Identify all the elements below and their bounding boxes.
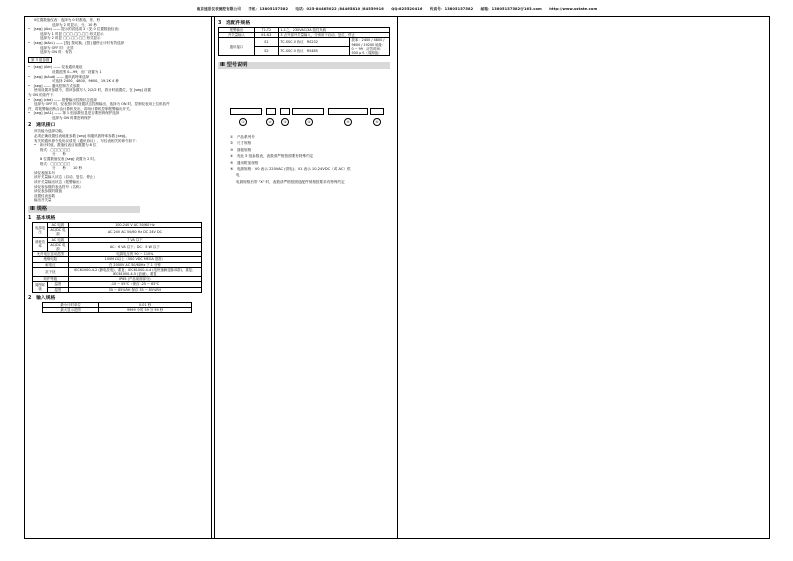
header-email: 邮箱：13805157582@163.com bbox=[480, 7, 542, 11]
bullet-item: 输出开关量 bbox=[34, 198, 52, 203]
bullet-item: 读仪表参数的表达符号（名称） bbox=[34, 184, 83, 189]
model-num-6: ⑥ bbox=[373, 118, 381, 126]
table-cell: IP65 (产品前面部分) bbox=[68, 277, 201, 282]
format-units: 分 秒 bbox=[52, 152, 66, 157]
text-line: 选择为 OFF 时：无效 bbox=[40, 45, 74, 50]
text-line: 选择为 ON 时：有效 bbox=[40, 50, 73, 55]
model-box-1 bbox=[230, 108, 262, 115]
left-column bbox=[28, 18, 208, 313]
model-num-5: ⑤ bbox=[344, 118, 352, 126]
table-cell: 电源电压的 90 ~ 110% bbox=[68, 252, 201, 257]
model-dash: – bbox=[261, 108, 263, 112]
param-addr: • [seg] (Adr) —— 仪表通讯地址 bbox=[28, 65, 83, 70]
table-cell: 7 VA 以下 bbox=[68, 237, 201, 242]
table-cell: 最小计时单位 bbox=[43, 302, 99, 307]
legend-item: 电 bbox=[236, 173, 240, 178]
table-cell: 绝缘电阻 bbox=[33, 257, 69, 262]
table-cell: TC-SSC II 协议 RS485 bbox=[278, 47, 349, 56]
legend-item: ③ 面板规格 bbox=[230, 147, 252, 152]
model-num-3: ③ bbox=[281, 118, 289, 126]
param-baud: • [seg] (bAud) —— 通讯波特率选择 bbox=[28, 74, 90, 79]
model-box-6 bbox=[370, 108, 384, 115]
bullet-item: 读开关量输入状态（启动、复位、停止） bbox=[34, 175, 97, 180]
text-line: 有关的通讯命令及协议请见《通讯协议》，写仪表相关的命令如下： bbox=[34, 138, 139, 143]
comm-params-b: 地址：0 ~ 99 应答时间：500 μ S（周期值） bbox=[351, 42, 386, 56]
table-cell: AC 电源 bbox=[48, 222, 69, 227]
table-cell: S2 bbox=[254, 47, 278, 56]
table-cell: 100M Ω以上（500 VDC MEGA 基准） bbox=[68, 257, 201, 262]
table-cell: 0.01 秒 bbox=[99, 302, 192, 307]
table-cell: 在 2000V AC 50/60Hz 下 1 分钟 bbox=[68, 262, 201, 267]
table-cell: AC/DC 电源 bbox=[48, 242, 69, 251]
text-line: 可选择 2400、4800、9600、19.2K 4 种 bbox=[52, 79, 119, 84]
table-cell: 100-240 V AC 50/60 Hz bbox=[68, 222, 201, 227]
table-cell: 允许电压变动范围 bbox=[33, 252, 69, 257]
param-off: • [seg] (oA1) —— 第 1 组参数信息是否要密码保护选择 bbox=[28, 111, 120, 116]
text-line: 选择为 OFF 时，仪表按计时设置状态控制输出，选择为 ON 时，控制仪表用上位机软件 bbox=[34, 102, 170, 107]
table-cell: 35 ~ 85%RH 保存 35 ~ 85%RH bbox=[68, 287, 201, 292]
format-units: 分 秒 10 秒 bbox=[52, 166, 83, 171]
table-cell: 电源电压 bbox=[33, 222, 48, 237]
table-cell: 3 点外部开关量输入，分别用于启动、复位、停止 bbox=[278, 33, 389, 38]
text-line: 选择为 2 时显示，分，10 秒 bbox=[52, 22, 98, 27]
format-line: 格式：□□□□□□ bbox=[40, 147, 71, 152]
legend-item: ⑤ 通讯附加规格 bbox=[230, 160, 259, 165]
table-cell: S1 bbox=[254, 38, 278, 47]
text-line: 必须正确设置仪表地址参数 [seg] 和通讯波特率参数 [seg]。 bbox=[34, 134, 129, 139]
input-spec-table bbox=[42, 302, 192, 313]
legend-item: ② 尺寸规格 bbox=[230, 141, 252, 146]
text-line: 0位置数值仪表：选择为 0 时都选，你，秒 bbox=[34, 18, 101, 22]
table-cell: TC-SSC II 协议 RS232 bbox=[278, 38, 349, 47]
company-name: 南京速思仪表测控有限公司 bbox=[196, 7, 241, 11]
header-tel: 电话：025-84465022 /84465810 /84559916 bbox=[295, 7, 384, 11]
table-cell: 通讯接口 bbox=[219, 38, 255, 56]
table-cell: K1-K3 bbox=[254, 33, 278, 38]
model-box-5 bbox=[328, 108, 368, 115]
header-phone: 手机：13805157582 bbox=[248, 7, 289, 11]
table-cell: AC 电源 bbox=[48, 237, 69, 242]
table-cell: IEC61000-4-2 (静电放电)，重复；IEC61000-4-4 (电快速瞬变脉冲群)，重复；IEC61000-4-5 (浪涌)，重复 bbox=[68, 267, 201, 276]
table-cell: AC 24V AC 50/60 Hz DC 24V DC bbox=[68, 228, 201, 237]
model-legend bbox=[230, 134, 394, 185]
bullet-item: 读开关量输出状态（报警输出） bbox=[34, 180, 83, 184]
param-item: • [seg] (Alo) —— 提示的试选项 2（见 0 位置数值仪表） bbox=[28, 27, 122, 32]
format-line: 格式：□□□□□□ bbox=[40, 161, 71, 166]
text-line: 件，将报警输出断合由计算机发出，即用计算机控制报警输出开关。 bbox=[28, 106, 133, 111]
right-column bbox=[218, 18, 394, 71]
legend-item: ① 产品系列号 bbox=[230, 135, 255, 139]
table-cell: 1-1之，230VAC/3A 阻性负载 bbox=[278, 28, 389, 33]
spec-section-bar: Ⅲ 规格 bbox=[28, 206, 140, 213]
table-cell: 9999 小时 59 分 59 秒 bbox=[99, 308, 192, 313]
legend-item: ④ 有此 5 组参数表，表数请严格按照要有特殊约定 bbox=[230, 154, 314, 159]
bullet-item: 读仪表参数的数值 bbox=[34, 189, 62, 194]
column-divider-middle bbox=[397, 16, 398, 539]
table-cell: 报警输出 bbox=[219, 28, 255, 33]
model-box-4 bbox=[292, 108, 324, 115]
table-cell: 最大显示范围 bbox=[43, 308, 99, 313]
basic-spec-table bbox=[32, 222, 202, 293]
model-box-2 bbox=[266, 108, 276, 115]
section-title-comm: 2 通讯接口 bbox=[28, 123, 56, 129]
model-section-bar: Ⅲ 型号说明 bbox=[218, 62, 390, 69]
table-cell: 开关量输入 bbox=[219, 33, 255, 38]
table-cell: AC/DC 电源 bbox=[48, 228, 69, 237]
text-line: 选择为 ON 时要密码保护 bbox=[52, 115, 92, 120]
model-num-4: ④ bbox=[305, 118, 313, 126]
table-cell: 耐电压 bbox=[33, 262, 69, 267]
text-line: 该功能为选择功能。 bbox=[34, 129, 66, 134]
section-title-input: 2 输入规格 bbox=[28, 295, 56, 301]
section-title-options: 3 选配件规格 bbox=[218, 21, 251, 26]
model-box-3 bbox=[280, 108, 290, 115]
text-line: 选择为 2 时显 □□-□□-□□ 形式显示 bbox=[40, 36, 101, 41]
text-line: 选择为 1 时显 □□□.□□.□□ 形式显示 bbox=[40, 31, 104, 36]
table-cell: AC：6 VA 以下；DC：5 W 以下 bbox=[68, 242, 201, 251]
table-cell: T1-T2 bbox=[254, 28, 278, 33]
group3-label: 第 3 组参数 bbox=[28, 57, 52, 64]
param-cbd: • [seg] (cbd) —— 报警输出控制状态选择 bbox=[28, 97, 97, 102]
text-line: 使用设置对参数令，将该参数写入 2/2/2 时，将计时值置位，在 [seg] 设置 bbox=[34, 88, 151, 93]
table-cell: 周围环境 bbox=[33, 282, 48, 292]
bullet-item: • 读计时值，数值仪表目前数据为 8 位 bbox=[34, 143, 97, 148]
bullet-item: 设置仪表参数 bbox=[34, 193, 55, 198]
bullet-item: 读仪表版本号 bbox=[34, 170, 55, 175]
column-divider-left-inner bbox=[214, 16, 215, 539]
table-cell: 消耗功率 bbox=[33, 237, 48, 252]
model-num-2: ② bbox=[266, 118, 274, 126]
section-title-basic: 1 基本规格 bbox=[28, 215, 56, 221]
text-line: 为 ON 的条件下： bbox=[28, 92, 57, 97]
table-cell: 防护等级 bbox=[33, 277, 69, 282]
page-header bbox=[24, 7, 770, 12]
options-table bbox=[218, 27, 390, 56]
legend-item: 电源规格后带 "X" 时，表数请严格按照选配件规格按要求有特殊约定 bbox=[236, 179, 345, 184]
table-cell bbox=[350, 38, 390, 56]
param-item: • [seg] (bAcL) —— [按] 按切换，[按] 键停止计时有效选择 bbox=[28, 40, 125, 45]
text-line: 8 位置数值仪表 [seg] 设置为 2 时。 bbox=[40, 157, 98, 162]
header-qq: QQ:825520416 bbox=[391, 7, 423, 11]
table-cell: 抗干扰 bbox=[33, 267, 69, 276]
param-ccl: • [seg] —— 通讯控制方式参数 bbox=[28, 83, 80, 88]
header-fax: 传真号：13805157582 bbox=[429, 7, 474, 11]
table-cell: 湿度 bbox=[48, 287, 69, 292]
table-cell: -10 ~ 55℃（保存 -25 ~ 65℃ bbox=[68, 282, 201, 287]
column-divider-left bbox=[211, 16, 212, 539]
header-web[interactable]: http://www.sstate.com bbox=[549, 7, 598, 11]
model-num-1: ① bbox=[239, 118, 247, 126]
legend-item: ⑥ 电源规格：V0 表示 220VAC (供电)；V1 表示 10-24VDC（或 AC）供 bbox=[230, 167, 351, 172]
comm-params-a: 波率：2400 / 4800 / 9600 / 19200 bbox=[351, 38, 385, 47]
text-line: 设置范围 0—99，出厂设置为 1 bbox=[52, 69, 102, 74]
table-cell: 温度 bbox=[48, 282, 69, 287]
